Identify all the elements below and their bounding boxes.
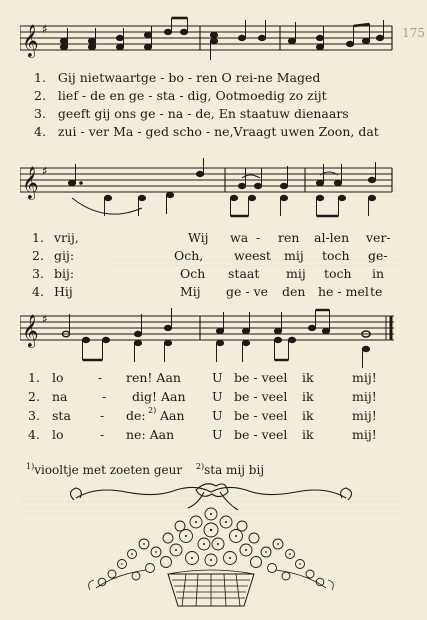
lyric-line: 1. vrij, Wij wa - ren al-len ver- (32, 230, 391, 245)
sharp-icon: ♯ (42, 164, 48, 178)
music-staff-3 (20, 306, 400, 372)
flower-basket-icon (56, 478, 366, 608)
music-staff-2 (20, 158, 400, 228)
lyric-line: 4. zui - ver Ma - ged scho - ne,Vraagt uwen Zoon, dat (34, 124, 379, 139)
lyric-line: 4. Hij Mij ge - ve den he - mel te (32, 284, 383, 299)
lyric-line: 3. bij: Och staat mij toch in (32, 266, 385, 281)
lyric-line: 3. sta - de: 2) Aan U be - veel ik mij! (28, 406, 377, 423)
page-number: 175 (402, 26, 425, 40)
treble-clef-icon: 𝄞 (22, 314, 39, 347)
sharp-icon: ♯ (42, 22, 48, 36)
footnote-text: sta mij bij (204, 463, 265, 477)
lyric-line: 2. gij: Och, weest mij toch ge- (32, 248, 388, 263)
lyric-line: 2. na - dig! Aan U be - veel ik mij! (28, 389, 377, 404)
lyric-line: 1. Gij nietwaartge - bo - ren O rei-ne Maged (34, 70, 321, 85)
footnotes (26, 462, 264, 477)
treble-clef-icon: 𝄞 (22, 24, 39, 57)
treble-clef-icon: 𝄞 (22, 166, 39, 199)
lyric-line: 3. geeft gij ons ge - na - de, En staatuw dienaars (34, 106, 349, 121)
music-staff-1 (20, 14, 400, 70)
sharp-icon: ♯ (42, 312, 48, 326)
footnote-mark: 2) (195, 462, 205, 471)
lyric-line: 1. lo - ren! Aan U be - veel ik mij! (28, 370, 377, 385)
footnote-text: viooltje met zoeten geur (34, 463, 183, 477)
lyric-line: 4. lo - ne: Aan U be - veel ik mij! (28, 427, 377, 442)
footnote-mark: 1) (26, 462, 35, 471)
lyric-line: 2. lief - de en ge - sta - dig, Ootmoedig zo zijt (34, 88, 327, 103)
